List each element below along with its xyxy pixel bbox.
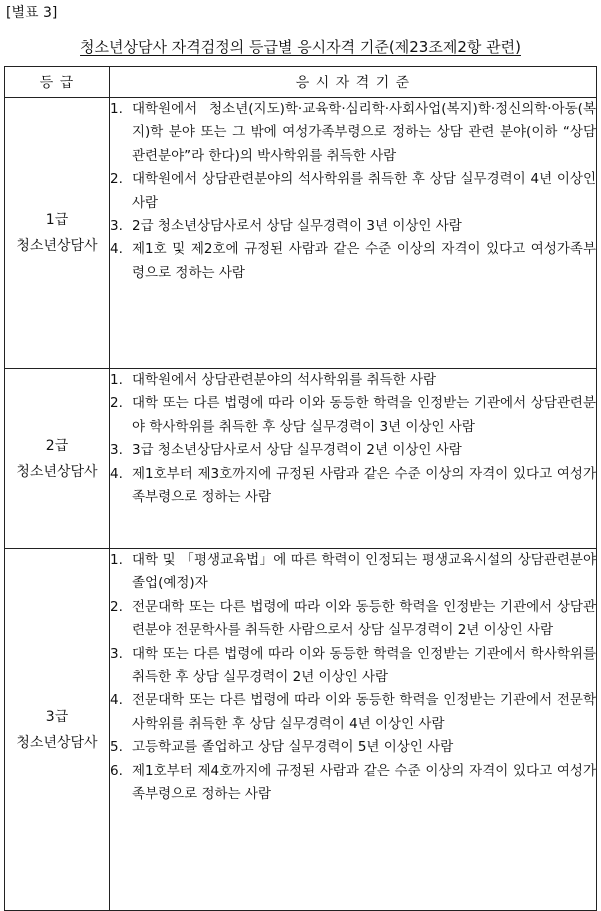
- grade-cell: [5, 549, 110, 911]
- table-header-row: [5, 67, 597, 98]
- item-number: 3.: [110, 645, 123, 662]
- item-number: 1.: [110, 552, 123, 568]
- item-number: 4.: [110, 465, 123, 482]
- criteria-cell: [110, 369, 597, 549]
- item-text: 대학 및 「평생교육법」에 따른 학력이 인정되는 평생교육시설의 상담관련분야 졸업(예정)자: [132, 552, 596, 592]
- grade-level: 2급: [45, 437, 69, 454]
- table-row-grade-2: [5, 369, 597, 549]
- item-text: 대학원에서 상담관련분야의 석사학위를 취득한 사람: [132, 372, 437, 388]
- list-item: [110, 168, 596, 215]
- grade-level: 3급: [45, 708, 69, 725]
- grade-title: 청소년상담사: [16, 463, 98, 480]
- document-title: 청소년상담사 자격검정의 등급별 응시자격 기준(제23조제2항 관련): [80, 38, 521, 56]
- item-text: 전문대학 또는 다른 법령에 따라 이와 동등한 학력을 인정받는 기관에서 상담관련분야 전문학사를 취득한 사람으로서 상담 실무경력이 2년 이상인 사람: [132, 598, 596, 639]
- header-criteria: 응 시 자 격 기 준: [110, 67, 597, 98]
- table-row-grade-1: [5, 98, 597, 369]
- item-number: 2.: [110, 395, 123, 412]
- list-item: [110, 596, 596, 643]
- list-item: [110, 549, 596, 596]
- criteria-cell: [110, 549, 597, 911]
- list-item: [110, 689, 596, 736]
- list-item: [110, 439, 596, 462]
- item-number: 4.: [110, 692, 123, 709]
- item-text: 대학 또는 다른 법령에 따라 이와 동등한 학력을 인정받는 기관에서 상담관련분야 학사학위를 취득한 후 상담 실무경력이 3년 이상인 사람: [132, 395, 596, 435]
- list-item: [110, 736, 596, 759]
- criteria-list: [110, 369, 596, 509]
- item-text: 고등학교를 졸업하고 상담 실무경력이 5년 이상인 사람: [132, 739, 454, 756]
- table-row-grade-3: [5, 549, 597, 911]
- item-text: 제1호부터 제4호까지에 규정된 사람과 같은 수준 이상의 자격이 있다고 여성가족부령으로 정하는 사람: [132, 762, 596, 803]
- item-text: 제1호부터 제3호까지에 규정된 사람과 같은 수준 이상의 자격이 있다고 여성가족부령으로 정하는 사람: [132, 465, 596, 506]
- item-text: 제1호 및 제2호에 규정된 사람과 같은 수준 이상의 자격이 있다고 여성가족부령으로 정하는 사람: [132, 241, 596, 281]
- grade-level: 1급: [45, 212, 69, 228]
- qualification-table: [4, 66, 597, 911]
- item-text: 대학원에서 상담관련분야의 석사학위를 취득한 후 상담 실무경력이 4년 이상인 사람: [132, 171, 596, 211]
- item-number: 4.: [110, 241, 123, 258]
- item-number: 1.: [110, 372, 123, 388]
- item-text: 3급 청소년상담사로서 상담 실무경력이 2년 이상인 사람: [132, 442, 462, 459]
- item-text: 전문대학 또는 다른 법령에 따라 이와 동등한 학력을 인정받는 기관에서 전문학사학위를 취득한 후 상담 실무경력이 4년 이상인 사람: [132, 692, 596, 732]
- grade-cell: [5, 369, 110, 549]
- list-item: [110, 238, 596, 285]
- criteria-list: [110, 98, 596, 285]
- list-item: [110, 463, 596, 510]
- criteria-cell: [110, 98, 597, 369]
- grade-title: 청소년상담사: [16, 238, 98, 254]
- appendix-tag: [별표 3]: [6, 5, 58, 21]
- item-text: 대학원에서 청소년(지도)학·교육학·심리학·사회사업(복지)학·정신의학·아동(복지)학 분야 또는 그 밖에 여성가족부령으로 정하는 상담 관련 분야(이하 “상담관련분야”라 한다)의 박사학위를 취득한 사람: [132, 101, 596, 164]
- list-item: [110, 369, 596, 392]
- list-item: [110, 215, 596, 238]
- item-text: 대학 또는 다른 법령에 따라 이와 동등한 학력을 인정받는 기관에서 학사학위를 취득한 후 상담 실무경력이 2년 이상인 사람: [132, 645, 596, 686]
- item-number: 2.: [110, 598, 123, 615]
- item-number: 2.: [110, 171, 123, 188]
- grade-cell: [5, 98, 110, 369]
- item-number: 5.: [110, 739, 123, 756]
- list-item: [110, 98, 596, 168]
- header-grade: 등 급: [5, 67, 110, 98]
- grade-title: 청소년상담사: [16, 734, 98, 751]
- criteria-list: [110, 549, 596, 806]
- item-number: 6.: [110, 762, 123, 779]
- list-item: [110, 760, 596, 807]
- list-item: [110, 392, 596, 439]
- list-item: [110, 643, 596, 690]
- item-text: 2급 청소년상담사로서 상담 실무경력이 3년 이상인 사람: [132, 218, 462, 235]
- item-number: 3.: [110, 218, 123, 235]
- item-number: 3.: [110, 442, 123, 459]
- item-number: 1.: [110, 101, 123, 117]
